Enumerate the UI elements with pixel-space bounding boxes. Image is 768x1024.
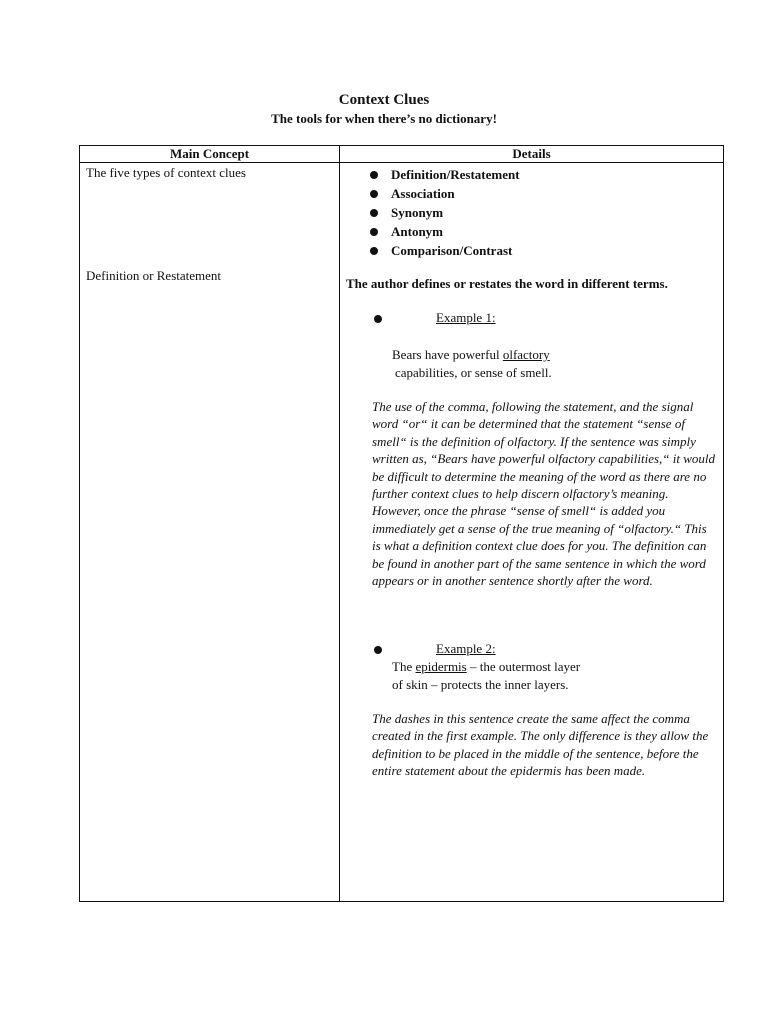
bullet-dot-icon <box>370 209 378 217</box>
document-subtitle: The tools for when there’s no dictionary! <box>271 111 497 126</box>
list-item <box>340 242 520 261</box>
example-2-label: Example 2: <box>436 641 496 656</box>
main-concept-definition: Definition or Restatement <box>86 268 222 283</box>
list-item-label: Association <box>391 186 455 201</box>
example-1-sentence-line2: capabilities, or sense of smell. <box>395 365 552 380</box>
example-1-sentence-line1: Bears have powerful olfactory <box>392 347 550 362</box>
example-2-sentence-line1: The epidermis – the outermost layer <box>392 659 581 674</box>
main-concept-cell <box>80 163 340 902</box>
example-2-explanation: The dashes in this sentence create the same affect the comma created in the first example. The only difference is they allow the definition to be placed in the middle of the sentence, before the entire statement about the epidermis has been made. <box>372 711 709 779</box>
list-item <box>340 204 520 223</box>
list-item-label: Comparison/Contrast <box>391 243 513 258</box>
list-item-label: Definition/Restatement <box>391 167 520 182</box>
list-item <box>340 223 520 242</box>
list-item <box>340 166 520 185</box>
main-concept-header: Main Concept <box>80 146 340 163</box>
highlighted-word: epidermis <box>415 659 467 674</box>
document-title: Context Clues <box>338 92 430 108</box>
example-1-explanation: The use of the comma, following the statement, and the signal word “or“ it can be determined that the statement “sense of smell“ is the definition of olfactory. If the sentence was simply written as, “Bears have powerful olfactory capabilities,“ it would be difficult to determine the meaning of the word as there are no further context clues to help discern olfactory’s meaning. However, once the phrase “sense of smell“ is added you immediately get a sense of the true meaning of “olfactory.“ This is what a definition context clue does for you. The definition can be found in another part of the same sentence in which the word appears or in another sentence shortly after the word. <box>372 399 716 589</box>
table-body-row <box>80 163 724 902</box>
bullet-dot-icon <box>370 247 378 255</box>
example-2-sentence-line2: of skin – protects the inner layers. <box>392 677 569 692</box>
bullet-dot-icon <box>374 646 382 654</box>
example-1-label: Example 1: <box>436 310 496 325</box>
bullet-dot-icon <box>370 190 378 198</box>
list-item-label: Synonym <box>391 205 444 220</box>
context-clues-table <box>79 145 724 902</box>
list-item <box>340 185 520 204</box>
context-clue-types-list <box>340 166 520 261</box>
bullet-dot-icon <box>374 315 382 323</box>
highlighted-word: olfactory <box>502 347 550 362</box>
definition-intro: The author defines or restates the word in different terms. <box>346 276 668 291</box>
table-header-row <box>80 146 724 163</box>
main-concept-five-types: The five types of context clues <box>86 165 246 180</box>
details-cell <box>340 163 724 902</box>
details-header: Details <box>340 146 724 163</box>
bullet-dot-icon <box>370 228 378 236</box>
list-item-label: Antonym <box>391 224 444 239</box>
bullet-dot-icon <box>370 171 378 179</box>
